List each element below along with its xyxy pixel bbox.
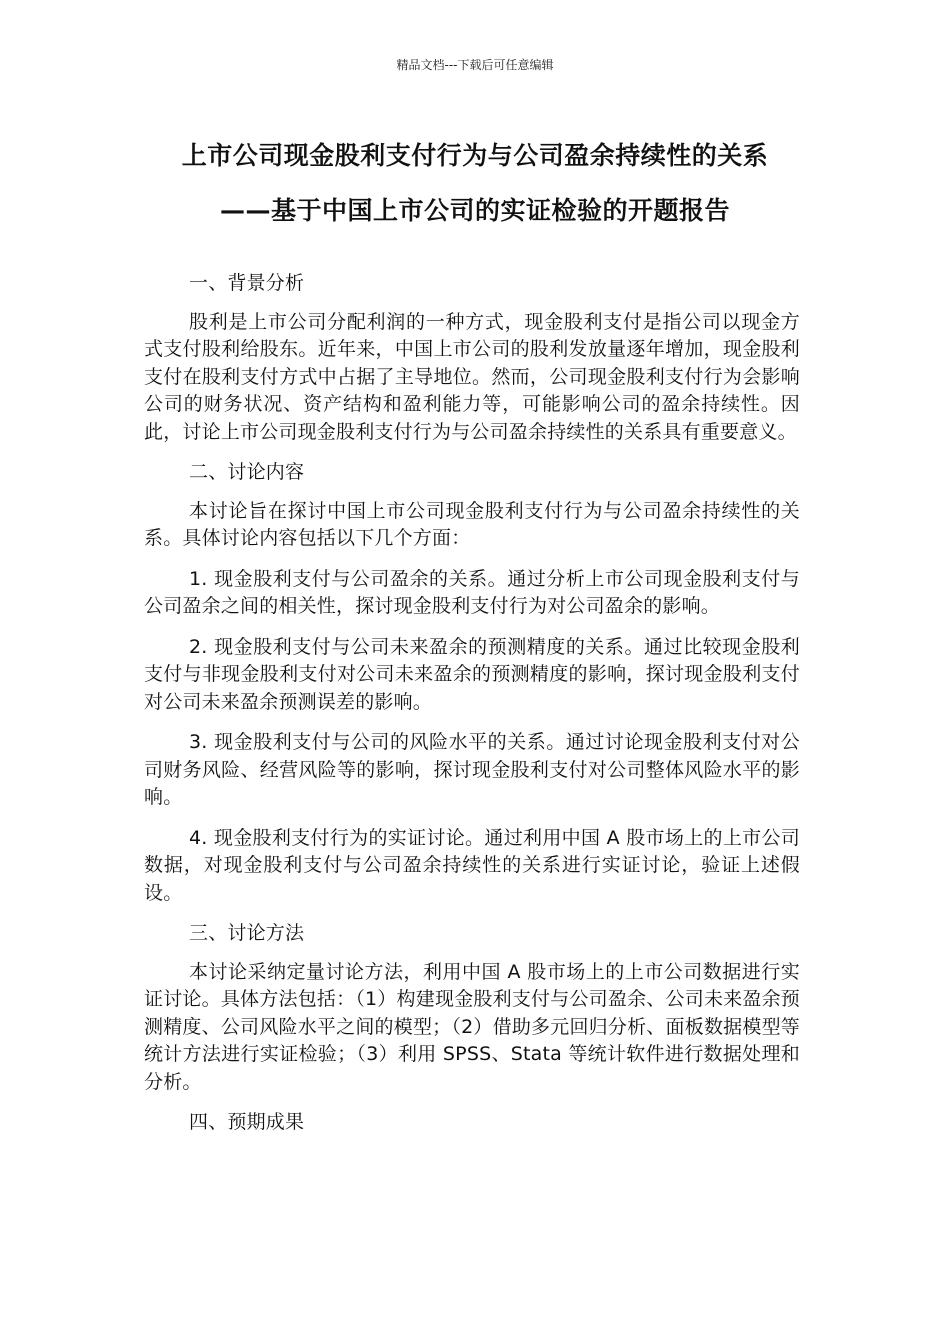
- page-header: 精品文档---下载后可任意编辑: [396, 58, 554, 72]
- section-heading-results: 四、预期成果: [189, 1111, 305, 1133]
- content-item-1: 1. 现金股利支付与公司盈余的关系。通过分析上市公司现金股利支付与公司盈余之间的相关性，探讨现金股利支付行为对公司盈余的影响。: [144, 567, 800, 617]
- method-paragraph: 本讨论采纳定量讨论方法，利用中国 A 股市场上的上市公司数据进行实证讨论。具体方法包括：（1）构建现金股利支付与公司盈余、公司未来盈余预测精度、公司风险水平之间的模型；（2）借助多元回归分析、面板数据模型等统计方法进行实证检验；（3）利用 SPSS、Stata 等统计软件进行数据处理和分析。: [144, 960, 800, 1093]
- section-heading-content: 二、讨论内容: [189, 461, 305, 483]
- background-paragraph: 股利是上市公司分配利润的一种方式，现金股利支付是指公司以现金方式支付股利给股东。近年来，中国上市公司的股利发放量逐年增加，现金股利支付在股利支付方式中占据了主导地位。然而，公司现金股利支付行为会影响公司的财务状况、资产结构和盈利能力等，可能影响公司的盈余持续性。因此，讨论上市公司现金股利支付行为与公司盈余持续性的关系具有重要意义。: [144, 310, 800, 443]
- section-heading-method: 三、讨论方法: [189, 922, 305, 944]
- document-title-line-1: 上市公司现金股利支付行为与公司盈余持续性的关系: [181, 141, 769, 170]
- document-body: [144, 270, 800, 1148]
- content-item-2: 2. 现金股利支付与公司未来盈余的预测精度的关系。通过比较现金股利支付与非现金股利支付对公司未来盈余的预测精度的影响，探讨现金股利支付对公司未来盈余预测误差的影响。: [144, 635, 800, 713]
- content-item-3: 3. 现金股利支付与公司的风险水平的关系。通过讨论现金股利支付对公司财务风险、经营风险等的影响，探讨现金股利支付对公司整体风险水平的影响。: [144, 731, 800, 808]
- document-title-line-2: ——基于中国上市公司的实证检验的开题报告: [219, 196, 730, 225]
- content-intro-paragraph: 本讨论旨在探讨中国上市公司现金股利支付行为与公司盈余持续性的关系。具体讨论内容包括以下几个方面：: [144, 499, 800, 549]
- section-heading-background: 一、背景分析: [189, 272, 305, 294]
- content-item-4: 4. 现金股利支付行为的实证讨论。通过利用中国 A 股市场上的上市公司数据，对现金股利支付与公司盈余持续性的关系进行实证讨论，验证上述假设。: [144, 826, 800, 904]
